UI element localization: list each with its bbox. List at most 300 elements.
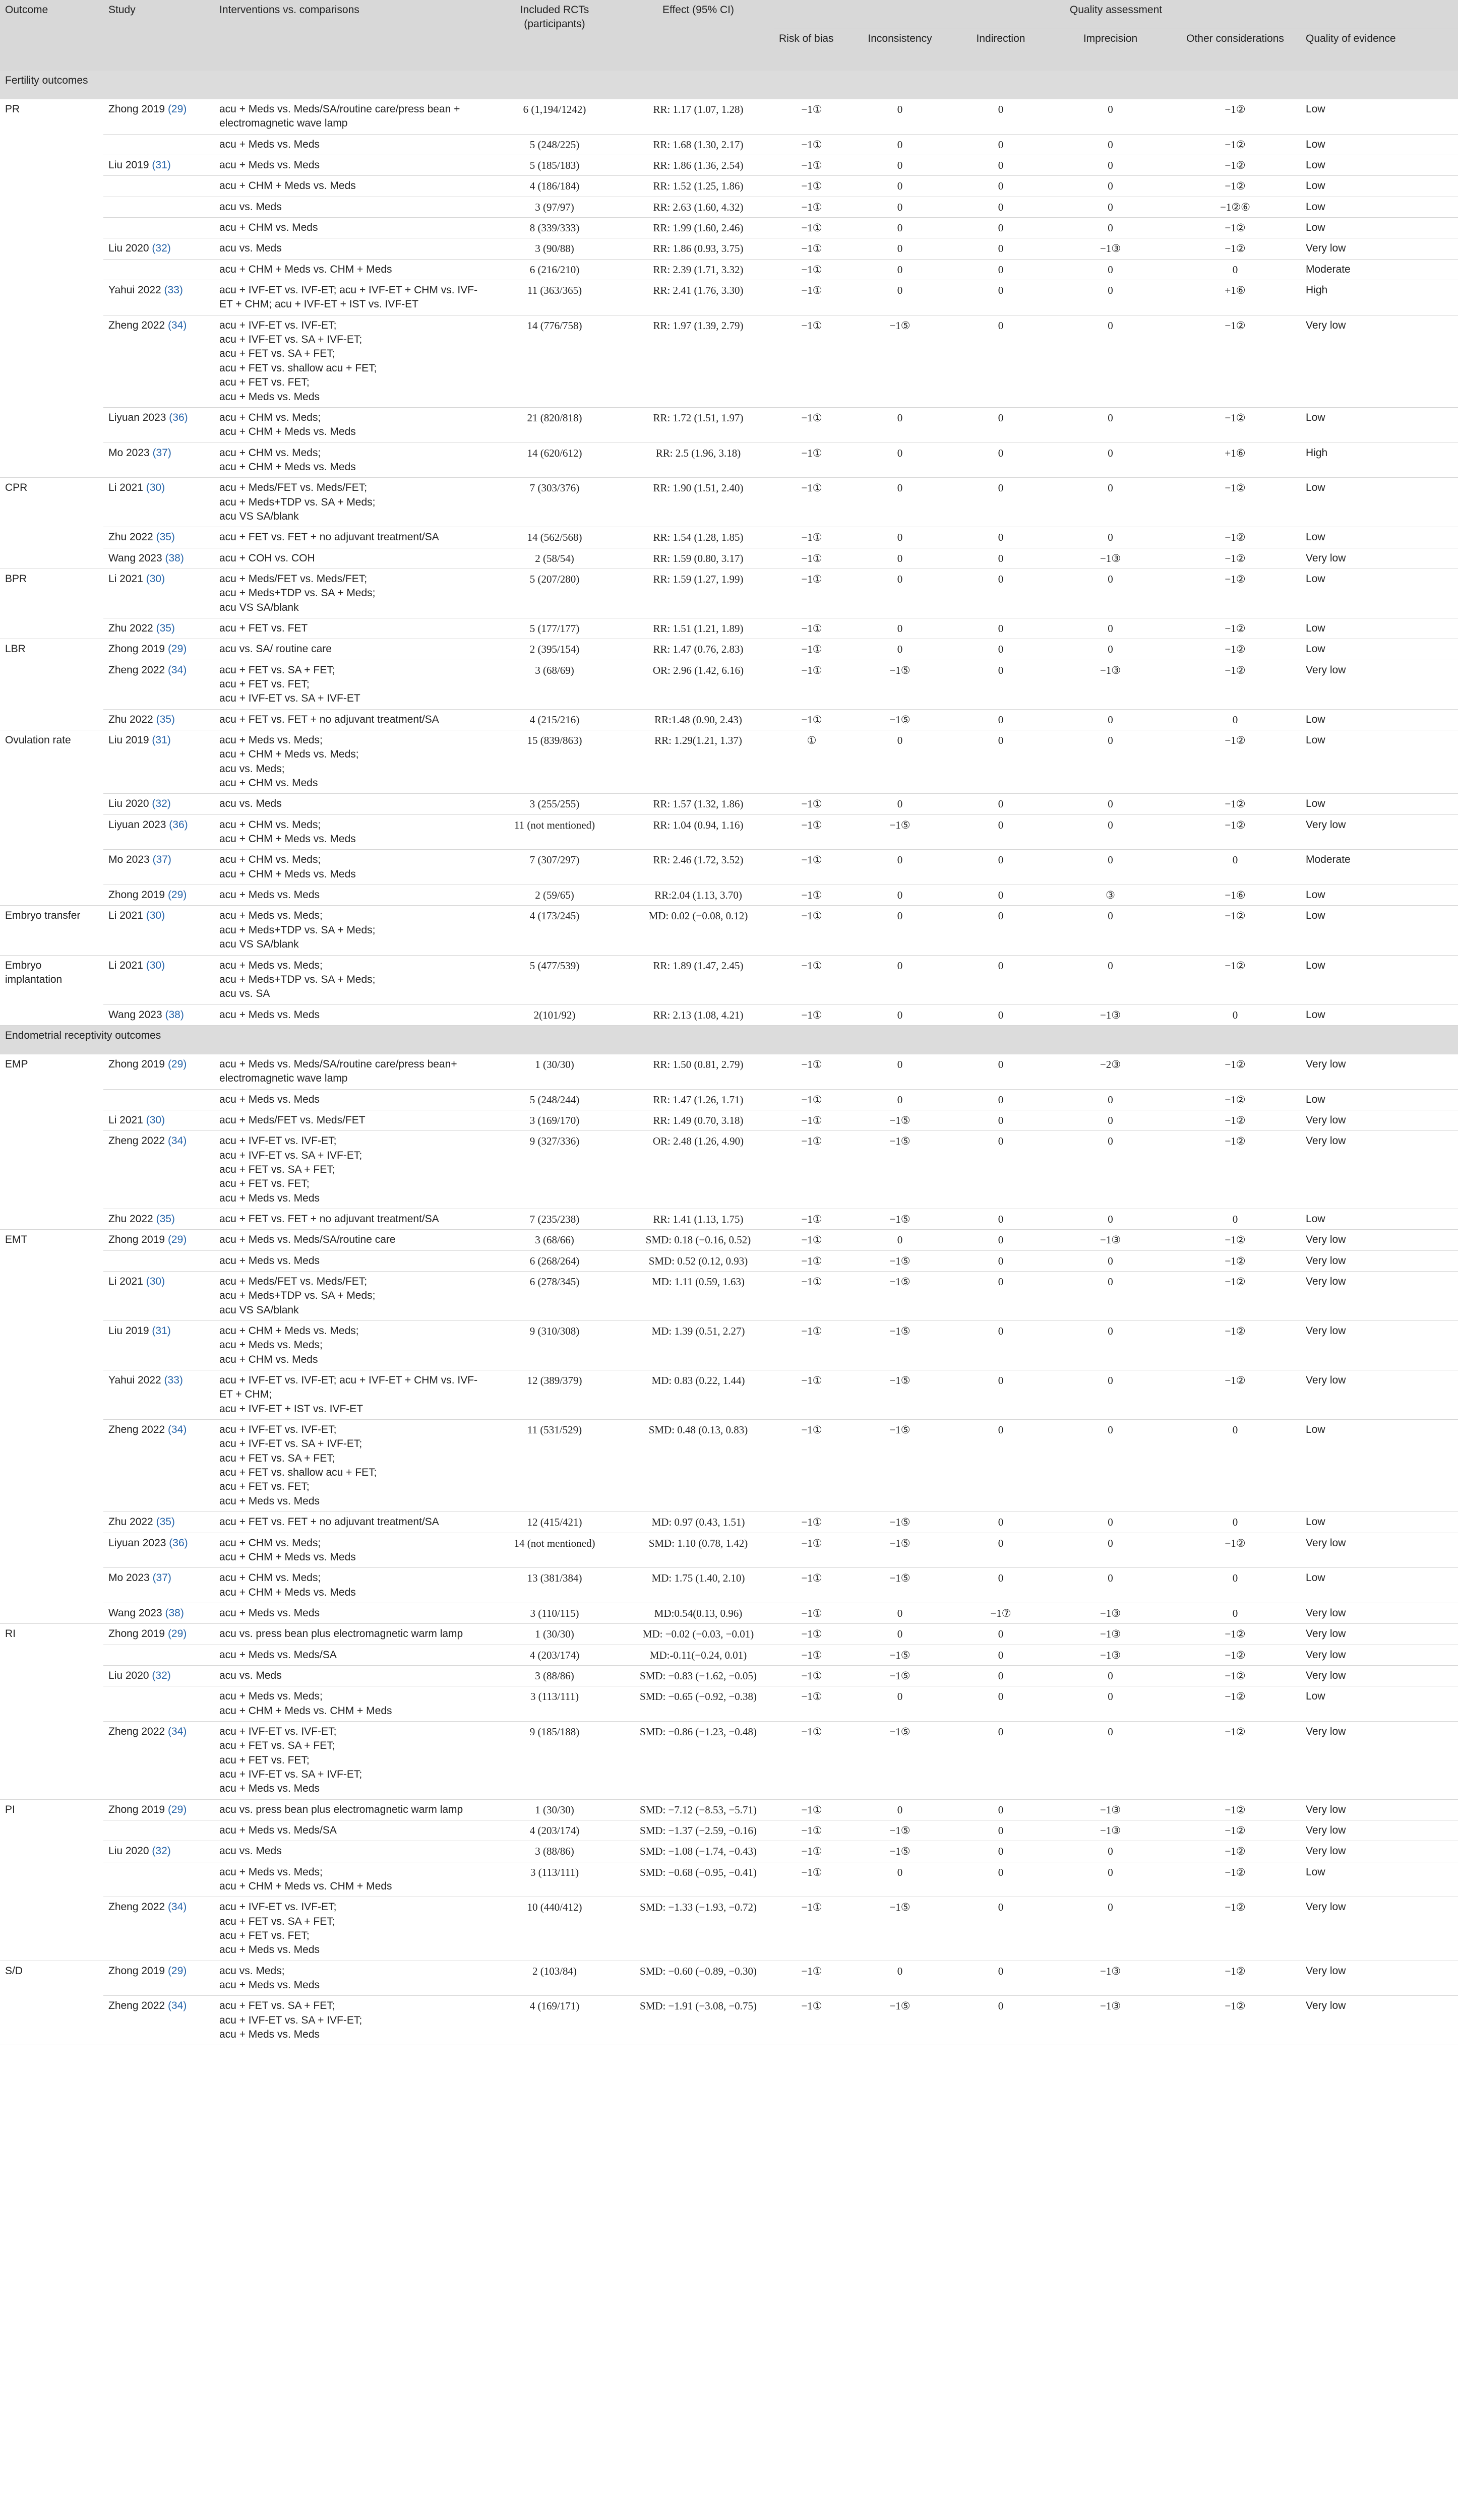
other-considerations-cell: −1② [1170, 1089, 1301, 1110]
effect-cell: RR: 1.89 (1.47, 2.45) [623, 955, 774, 1004]
effect-cell: RR: 1.57 (1.32, 1.86) [623, 794, 774, 814]
included-cell: 9 (185/188) [487, 1721, 623, 1799]
included-cell: 14 (776/758) [487, 315, 623, 407]
quality-cell: Very low [1301, 1624, 1458, 1645]
indirection-cell: 0 [950, 660, 1051, 709]
study-reference: (30) [146, 1114, 165, 1126]
study-reference: (35) [156, 531, 175, 543]
study-reference: (34) [167, 1725, 187, 1737]
risk-of-bias-cell: ① [774, 730, 849, 794]
risk-of-bias-cell: −1① [774, 197, 849, 217]
table-row [0, 618, 1458, 639]
inconsistency-cell: −1⑤ [849, 315, 950, 407]
included-cell: 2 (59/65) [487, 885, 623, 906]
study-cell: Li 2021 (30) [103, 478, 214, 527]
quality-cell: Very low [1301, 238, 1458, 259]
outcome-cell: Embryo implantation [0, 955, 103, 1025]
risk-of-bias-cell: −1① [774, 315, 849, 407]
interventions-cell: acu vs. Meds [214, 1665, 487, 1686]
table-row [0, 639, 1458, 660]
quality-cell: Low [1301, 730, 1458, 794]
included-cell: 11 (not mentioned) [487, 814, 623, 850]
study-reference: (37) [152, 447, 171, 459]
interventions-cell: acu + Meds vs. Meds/SA/routine care [214, 1230, 487, 1250]
quality-cell: Very low [1301, 1321, 1458, 1370]
included-cell: 14 (562/568) [487, 527, 623, 548]
effect-cell: MD: 0.02 (−0.08, 0.12) [623, 906, 774, 955]
study-cell: Liu 2020 (32) [103, 238, 214, 259]
risk-of-bias-cell: −1① [774, 527, 849, 548]
imprecision-cell: −1③ [1051, 1645, 1170, 1665]
included-cell: 14 (620/612) [487, 443, 623, 478]
study-cell: Liu 2020 (32) [103, 794, 214, 814]
risk-of-bias-cell: −1① [774, 1897, 849, 1961]
inconsistency-cell: 0 [849, 527, 950, 548]
included-cell: 8 (339/333) [487, 218, 623, 238]
risk-of-bias-cell: −1① [774, 134, 849, 155]
risk-of-bias-cell: −1① [774, 1209, 849, 1229]
inconsistency-cell: 0 [849, 1624, 950, 1645]
effect-cell: SMD: −0.65 (−0.92, −0.38) [623, 1686, 774, 1722]
table-row [0, 1054, 1458, 1089]
risk-of-bias-cell: −1① [774, 1799, 849, 1820]
other-considerations-cell: −1② [1170, 1370, 1301, 1420]
interventions-cell: acu + FET vs. FET + no adjuvant treatment/SA [214, 709, 487, 730]
study-cell: Zhong 2019 (29) [103, 99, 214, 135]
interventions-cell: acu + Meds vs. Meds [214, 1089, 487, 1110]
indirection-cell: 0 [950, 1841, 1051, 1862]
risk-of-bias-cell: −1① [774, 280, 849, 316]
imprecision-cell: 0 [1051, 527, 1170, 548]
other-considerations-cell: −1② [1170, 1897, 1301, 1961]
study-reference: (30) [146, 959, 165, 971]
risk-of-bias-cell: −1① [774, 443, 849, 478]
interventions-cell: acu vs. Meds [214, 197, 487, 217]
imprecision-cell: 0 [1051, 280, 1170, 316]
indirection-cell: 0 [950, 955, 1051, 1004]
outcome-cell: RI [0, 1624, 103, 1799]
effect-cell: RR: 1.54 (1.28, 1.85) [623, 527, 774, 548]
effect-cell: RR: 2.41 (1.76, 3.30) [623, 280, 774, 316]
study-reference: (32) [152, 242, 171, 255]
table-row [0, 315, 1458, 407]
imprecision-cell: −1③ [1051, 1230, 1170, 1250]
included-cell: 5 (248/225) [487, 134, 623, 155]
risk-of-bias-cell: −1① [774, 1370, 849, 1420]
other-considerations-cell: −1② [1170, 1624, 1301, 1645]
table-row [0, 850, 1458, 885]
inconsistency-cell: 0 [849, 443, 950, 478]
other-considerations-cell: −1② [1170, 1230, 1301, 1250]
effect-cell: SMD: −0.68 (−0.95, −0.41) [623, 1862, 774, 1897]
included-cell: 3 (113/111) [487, 1862, 623, 1897]
interventions-cell: acu + Meds/FET vs. Meds/FET; acu + Meds+TDP vs. SA + Meds; acu VS SA/blank [214, 1272, 487, 1321]
study-cell: Li 2021 (30) [103, 1110, 214, 1130]
indirection-cell: 0 [950, 1054, 1051, 1089]
risk-of-bias-cell: −1① [774, 814, 849, 850]
other-considerations-cell: −1② [1170, 1799, 1301, 1820]
included-cell: 3 (97/97) [487, 197, 623, 217]
effect-cell: SMD: 0.52 (0.12, 0.93) [623, 1250, 774, 1271]
study-cell: Liyuan 2023 (36) [103, 814, 214, 850]
indirection-cell: 0 [950, 1131, 1051, 1209]
risk-of-bias-cell: −1① [774, 1603, 849, 1623]
table-row [0, 906, 1458, 955]
table-row [0, 1209, 1458, 1229]
indirection-cell: 0 [950, 478, 1051, 527]
quality-cell: Very low [1301, 1272, 1458, 1321]
quality-cell: Low [1301, 885, 1458, 906]
study-reference: (35) [156, 713, 175, 725]
included-cell: 15 (839/863) [487, 730, 623, 794]
interventions-cell: acu + COH vs. COH [214, 548, 487, 569]
effect-cell: RR: 1.47 (1.26, 1.71) [623, 1089, 774, 1110]
imprecision-cell: 0 [1051, 1209, 1170, 1229]
included-cell: 2 (103/84) [487, 1961, 623, 1996]
interventions-cell: acu vs. Meds [214, 794, 487, 814]
indirection-cell: 0 [950, 1996, 1051, 2045]
study-reference: (32) [152, 1845, 171, 1857]
interventions-cell: acu + Meds vs. Meds/SA [214, 1820, 487, 1841]
quality-cell: Very low [1301, 1533, 1458, 1568]
inconsistency-cell: 0 [849, 134, 950, 155]
other-considerations-cell: −1② [1170, 1272, 1301, 1321]
effect-cell: RR: 1.72 (1.51, 1.97) [623, 407, 774, 443]
other-considerations-cell: −1② [1170, 1250, 1301, 1271]
risk-of-bias-cell: −1① [774, 709, 849, 730]
risk-of-bias-cell: −1① [774, 1686, 849, 1722]
effect-cell: SMD: −7.12 (−8.53, −5.71) [623, 1799, 774, 1820]
study-reference: (38) [165, 1607, 184, 1619]
table-row [0, 1897, 1458, 1961]
risk-of-bias-cell: −1① [774, 218, 849, 238]
risk-of-bias-cell: −1① [774, 1230, 849, 1250]
other-considerations-cell: 0 [1170, 709, 1301, 730]
risk-of-bias-cell: −1① [774, 1089, 849, 1110]
effect-cell: RR:1.48 (0.90, 2.43) [623, 709, 774, 730]
inconsistency-cell: −1⑤ [849, 660, 950, 709]
risk-of-bias-cell: −1① [774, 1862, 849, 1897]
indirection-cell: 0 [950, 1686, 1051, 1722]
other-considerations-cell: 0 [1170, 850, 1301, 885]
table-row [0, 1230, 1458, 1250]
table-row [0, 99, 1458, 135]
indirection-cell: 0 [950, 730, 1051, 794]
study-reference: (33) [164, 284, 183, 296]
imprecision-cell: 0 [1051, 1370, 1170, 1420]
study-reference: (32) [152, 1669, 171, 1681]
inconsistency-cell: 0 [849, 1054, 950, 1089]
study-cell: Li 2021 (30) [103, 1272, 214, 1321]
other-considerations-cell: −1② [1170, 548, 1301, 569]
effect-cell: SMD: 1.10 (0.78, 1.42) [623, 1533, 774, 1568]
effect-cell: RR:2.04 (1.13, 3.70) [623, 885, 774, 906]
table-row [0, 1004, 1458, 1025]
imprecision-cell: 0 [1051, 259, 1170, 280]
table-row [0, 1603, 1458, 1623]
quality-cell: Very low [1301, 1603, 1458, 1623]
interventions-cell: acu + IVF-ET vs. IVF-ET; acu + IVF-ET + CHM vs. IVF-ET + CHM; acu + IVF-ET + IST vs. IVF-ET [214, 1370, 487, 1420]
indirection-cell: 0 [950, 1862, 1051, 1897]
study-cell: Wang 2023 (38) [103, 1004, 214, 1025]
quality-cell: Moderate [1301, 259, 1458, 280]
other-considerations-cell: −1② [1170, 1862, 1301, 1897]
study-cell: Zhu 2022 (35) [103, 709, 214, 730]
imprecision-cell: 0 [1051, 850, 1170, 885]
indirection-cell: 0 [950, 155, 1051, 176]
other-considerations-cell: −1② [1170, 1686, 1301, 1722]
study-cell: Zhong 2019 (29) [103, 1054, 214, 1089]
inconsistency-cell: 0 [849, 1230, 950, 1250]
table-row [0, 1665, 1458, 1686]
inconsistency-cell: 0 [849, 1862, 950, 1897]
study-cell [103, 1089, 214, 1110]
indirection-cell: 0 [950, 1665, 1051, 1686]
other-considerations-cell: −1② [1170, 1820, 1301, 1841]
indirection-cell: 0 [950, 315, 1051, 407]
study-cell: Liu 2020 (32) [103, 1665, 214, 1686]
header-included: Included RCTs (participants) [487, 0, 623, 71]
indirection-cell: 0 [950, 1512, 1051, 1533]
effect-cell: SMD: −1.37 (−2.59, −0.16) [623, 1820, 774, 1841]
indirection-cell: 0 [950, 814, 1051, 850]
effect-cell: RR: 2.46 (1.72, 3.52) [623, 850, 774, 885]
quality-cell: Low [1301, 709, 1458, 730]
inconsistency-cell: 0 [849, 906, 950, 955]
effect-cell: MD: 1.11 (0.59, 1.63) [623, 1272, 774, 1321]
inconsistency-cell: −1⑤ [849, 1272, 950, 1321]
header-study: Study [103, 0, 214, 71]
inconsistency-cell: 0 [849, 280, 950, 316]
indirection-cell: 0 [950, 527, 1051, 548]
table-row [0, 1420, 1458, 1512]
inconsistency-cell: −1⑤ [849, 1420, 950, 1512]
quality-cell: Very low [1301, 1996, 1458, 2045]
risk-of-bias-cell: −1① [774, 1420, 849, 1512]
interventions-cell: acu + Meds vs. Meds [214, 155, 487, 176]
indirection-cell: 0 [950, 443, 1051, 478]
interventions-cell: acu + Meds/FET vs. Meds/FET; acu + Meds+TDP vs. SA + Meds; acu VS SA/blank [214, 478, 487, 527]
risk-of-bias-cell: −1① [774, 99, 849, 135]
imprecision-cell: 0 [1051, 478, 1170, 527]
study-cell: Li 2021 (30) [103, 569, 214, 618]
interventions-cell: acu + IVF-ET vs. IVF-ET; acu + FET vs. SA + FET; acu + FET vs. FET; acu + Meds vs. Meds [214, 1897, 487, 1961]
risk-of-bias-cell: −1① [774, 407, 849, 443]
imprecision-cell: −1③ [1051, 1820, 1170, 1841]
inconsistency-cell: −1⑤ [849, 709, 950, 730]
table-row [0, 1533, 1458, 1568]
included-cell: 4 (203/174) [487, 1820, 623, 1841]
quality-cell: Very low [1301, 1665, 1458, 1686]
effect-cell: RR: 1.04 (0.94, 1.16) [623, 814, 774, 850]
study-cell: Zhong 2019 (29) [103, 1230, 214, 1250]
table-row [0, 814, 1458, 850]
study-cell: Zheng 2022 (34) [103, 1996, 214, 2045]
other-considerations-cell: −1② [1170, 407, 1301, 443]
outcome-cell: PR [0, 99, 103, 478]
imprecision-cell: 0 [1051, 1841, 1170, 1862]
inconsistency-cell: −1⑤ [849, 1110, 950, 1130]
inconsistency-cell: 0 [849, 238, 950, 259]
study-cell: Yahui 2022 (33) [103, 280, 214, 316]
inconsistency-cell: 0 [849, 794, 950, 814]
study-cell: Liyuan 2023 (36) [103, 407, 214, 443]
study-cell: Zhong 2019 (29) [103, 639, 214, 660]
risk-of-bias-cell: −1① [774, 259, 849, 280]
inconsistency-cell: −1⑤ [849, 1897, 950, 1961]
interventions-cell: acu + Meds/FET vs. Meds/FET [214, 1110, 487, 1130]
study-reference: (35) [156, 1213, 175, 1225]
inconsistency-cell: −1⑤ [849, 814, 950, 850]
inconsistency-cell: 0 [849, 1004, 950, 1025]
study-cell: Zheng 2022 (34) [103, 660, 214, 709]
indirection-cell: 0 [950, 1089, 1051, 1110]
inconsistency-cell: −1⑤ [849, 1721, 950, 1799]
outcome-cell: BPR [0, 569, 103, 639]
quality-cell: Low [1301, 1209, 1458, 1229]
risk-of-bias-cell: −1① [774, 176, 849, 197]
study-reference: (30) [146, 482, 165, 494]
interventions-cell: acu + Meds vs. Meds/SA/routine care/press bean + electromagnetic wave lamp [214, 99, 487, 135]
study-reference: (31) [152, 1325, 171, 1337]
interventions-cell: acu + Meds vs. Meds [214, 134, 487, 155]
interventions-cell: acu + Meds/FET vs. Meds/FET; acu + Meds+TDP vs. SA + Meds; acu VS SA/blank [214, 569, 487, 618]
inconsistency-cell: 0 [849, 478, 950, 527]
risk-of-bias-cell: −1① [774, 618, 849, 639]
inconsistency-cell: 0 [849, 618, 950, 639]
other-considerations-cell: −1② [1170, 569, 1301, 618]
quality-cell: Low [1301, 155, 1458, 176]
study-reference: (36) [169, 818, 188, 831]
imprecision-cell: 0 [1051, 99, 1170, 135]
table-row [0, 1624, 1458, 1645]
effect-cell: MD: 0.83 (0.22, 1.44) [623, 1370, 774, 1420]
included-cell: 4 (169/171) [487, 1996, 623, 2045]
risk-of-bias-cell: −1① [774, 478, 849, 527]
other-considerations-cell: +1⑥ [1170, 443, 1301, 478]
inconsistency-cell: 0 [849, 569, 950, 618]
effect-cell: RR: 1.29(1.21, 1.37) [623, 730, 774, 794]
study-reference: (29) [167, 1803, 187, 1815]
inconsistency-cell: −1⑤ [849, 1996, 950, 2045]
quality-cell: Low [1301, 1420, 1458, 1512]
table-row [0, 1996, 1458, 2045]
imprecision-cell: 0 [1051, 134, 1170, 155]
other-considerations-cell: −1② [1170, 134, 1301, 155]
imprecision-cell: 0 [1051, 618, 1170, 639]
other-considerations-cell: −1⑥ [1170, 885, 1301, 906]
inconsistency-cell: 0 [849, 1799, 950, 1820]
other-considerations-cell: −1② [1170, 1110, 1301, 1130]
imprecision-cell: 0 [1051, 197, 1170, 217]
indirection-cell: 0 [950, 850, 1051, 885]
interventions-cell: acu + CHM vs. Meds; acu + CHM + Meds vs. Meds [214, 850, 487, 885]
other-considerations-cell: −1② [1170, 1321, 1301, 1370]
included-cell: 3 (68/66) [487, 1230, 623, 1250]
interventions-cell: acu vs. SA/ routine care [214, 639, 487, 660]
imprecision-cell: 0 [1051, 155, 1170, 176]
quality-cell: Low [1301, 639, 1458, 660]
other-considerations-cell: −1② [1170, 1996, 1301, 2045]
study-cell [103, 1686, 214, 1722]
effect-cell: MD:-0.11(−0.24, 0.01) [623, 1645, 774, 1665]
included-cell: 21 (820/818) [487, 407, 623, 443]
study-cell: Zhong 2019 (29) [103, 1799, 214, 1820]
interventions-cell: acu + FET vs. SA + FET; acu + FET vs. FET; acu + IVF-ET vs. SA + IVF-ET [214, 660, 487, 709]
interventions-cell: acu vs. Meds [214, 238, 487, 259]
other-considerations-cell: −1② [1170, 1721, 1301, 1799]
effect-cell: RR: 1.49 (0.70, 3.18) [623, 1110, 774, 1130]
included-cell: 3 (110/115) [487, 1603, 623, 1623]
risk-of-bias-cell: −1① [774, 155, 849, 176]
indirection-cell: 0 [950, 176, 1051, 197]
interventions-cell: acu + FET vs. FET + no adjuvant treatment/SA [214, 1512, 487, 1533]
quality-cell: Very low [1301, 1370, 1458, 1420]
interventions-cell: acu + IVF-ET vs. IVF-ET; acu + IVF-ET vs. SA + IVF-ET; acu + FET vs. SA + FET; acu + FET vs. FET; acu + Meds vs. Meds [214, 1131, 487, 1209]
other-considerations-cell: 0 [1170, 259, 1301, 280]
table-row [0, 1250, 1458, 1271]
risk-of-bias-cell: −1① [774, 1568, 849, 1603]
study-cell: Yahui 2022 (33) [103, 1370, 214, 1420]
inconsistency-cell: 0 [849, 730, 950, 794]
included-cell: 3 (113/111) [487, 1686, 623, 1722]
effect-cell: RR: 1.50 (0.81, 2.79) [623, 1054, 774, 1089]
table-row [0, 1645, 1458, 1665]
quality-cell: Very low [1301, 1897, 1458, 1961]
other-considerations-cell: −1② [1170, 155, 1301, 176]
header-other-considerations: Other considerations [1170, 29, 1301, 71]
table-row [0, 1131, 1458, 1209]
interventions-cell: acu + Meds vs. Meds [214, 885, 487, 906]
included-cell: 14 (not mentioned) [487, 1533, 623, 1568]
quality-cell: Low [1301, 527, 1458, 548]
effect-cell: RR: 1.86 (0.93, 3.75) [623, 238, 774, 259]
study-cell [103, 176, 214, 197]
other-considerations-cell: −1② [1170, 176, 1301, 197]
risk-of-bias-cell: −1① [774, 1272, 849, 1321]
table-row [0, 955, 1458, 1004]
imprecision-cell: 0 [1051, 1131, 1170, 1209]
study-reference: (29) [167, 1058, 187, 1070]
included-cell: 7 (235/238) [487, 1209, 623, 1229]
quality-cell: Very low [1301, 1820, 1458, 1841]
interventions-cell: acu vs. press bean plus electromagnetic warm lamp [214, 1624, 487, 1645]
imprecision-cell: 0 [1051, 814, 1170, 850]
included-cell: 3 (169/170) [487, 1110, 623, 1130]
risk-of-bias-cell: −1① [774, 1665, 849, 1686]
interventions-cell: acu + IVF-ET vs. IVF-ET; acu + IVF-ET vs. SA + IVF-ET; acu + FET vs. SA + FET; acu + FET vs. shallow acu + FET; acu + FET vs. FET; acu + Meds vs. Meds [214, 1420, 487, 1512]
risk-of-bias-cell: −1① [774, 1721, 849, 1799]
imprecision-cell: 0 [1051, 639, 1170, 660]
interventions-cell: acu + CHM vs. Meds; acu + CHM + Meds vs. Meds [214, 814, 487, 850]
quality-cell: Very low [1301, 1230, 1458, 1250]
inconsistency-cell: −1⑤ [849, 1645, 950, 1665]
study-cell: Liu 2019 (31) [103, 1321, 214, 1370]
interventions-cell: acu + Meds vs. Meds [214, 1004, 487, 1025]
other-considerations-cell: −1② [1170, 315, 1301, 407]
table-row [0, 134, 1458, 155]
interventions-cell: acu + CHM vs. Meds; acu + CHM + Meds vs. Meds [214, 443, 487, 478]
interventions-cell: acu + FET vs. SA + FET; acu + IVF-ET vs. SA + IVF-ET; acu + Meds vs. Meds [214, 1996, 487, 2045]
effect-cell: RR: 2.39 (1.71, 3.32) [623, 259, 774, 280]
quality-cell: Low [1301, 1686, 1458, 1722]
included-cell: 4 (173/245) [487, 906, 623, 955]
inconsistency-cell: −1⑤ [849, 1665, 950, 1686]
interventions-cell: acu vs. Meds; acu + Meds vs. Meds [214, 1961, 487, 1996]
other-considerations-cell: −1② [1170, 1533, 1301, 1568]
quality-cell: Very low [1301, 660, 1458, 709]
risk-of-bias-cell: −1① [774, 238, 849, 259]
